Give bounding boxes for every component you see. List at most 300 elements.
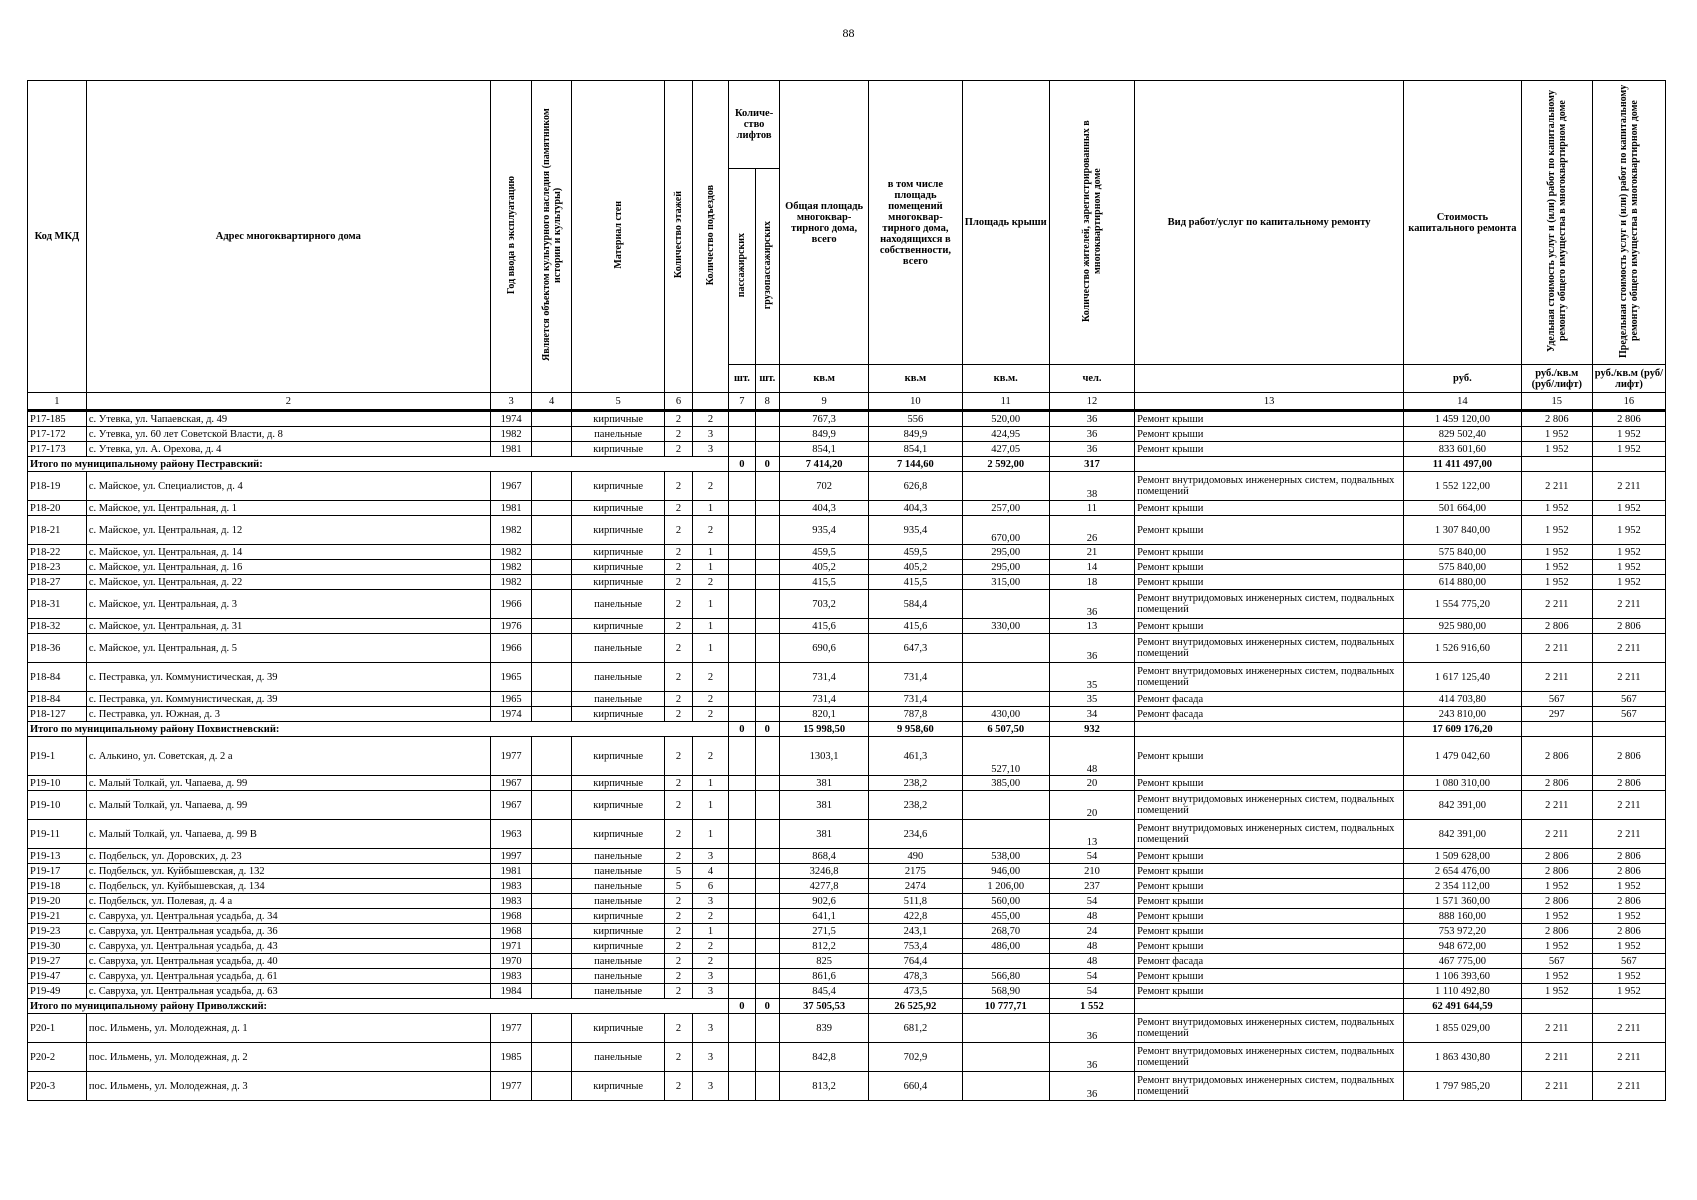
- lifts-cargo-cell: [755, 776, 779, 791]
- roof-area-cell: 568,90: [962, 984, 1049, 999]
- table-row: [28, 820, 1666, 849]
- lifts-passenger-cell: [729, 692, 755, 707]
- wall-material-cell: кирпичные: [571, 1014, 664, 1043]
- heritage-cell: [532, 954, 572, 969]
- floors-cell: 2: [665, 663, 692, 692]
- total-unit-cost: [1521, 457, 1592, 472]
- year-cell: 1963: [490, 820, 532, 849]
- address-cell: с. Майское, ул. Центральная, д. 12: [86, 516, 490, 545]
- column-number: 8: [755, 393, 779, 411]
- work-type-cell: Ремонт фасада: [1135, 954, 1404, 969]
- entrances-cell: 2: [692, 692, 729, 707]
- wall-material-cell: кирпичные: [571, 575, 664, 590]
- floors-cell: 2: [665, 939, 692, 954]
- lifts-passenger-cell: [729, 1014, 755, 1043]
- lifts-passenger-cell: [729, 663, 755, 692]
- total-area-cell: 812,2: [779, 939, 868, 954]
- mkd-code: Р19-23: [28, 924, 87, 939]
- lifts-cargo-cell: [755, 737, 779, 776]
- roof-area-cell: 295,00: [962, 545, 1049, 560]
- cost-cell: 1 571 360,00: [1404, 894, 1522, 909]
- roof-area-cell: 315,00: [962, 575, 1049, 590]
- owned-area-cell: 556: [869, 411, 962, 427]
- unit-cost-cell: 1 952: [1521, 984, 1592, 999]
- total-lifts-cargo: 0: [755, 722, 779, 737]
- unit-cost-cell: 2 806: [1521, 737, 1592, 776]
- max-cost-cell: 2 211: [1592, 791, 1665, 820]
- cost-cell: 1 509 628,00: [1404, 849, 1522, 864]
- owned-area-cell: 753,4: [869, 939, 962, 954]
- table-row: [28, 776, 1666, 791]
- residents-cell: 24: [1049, 924, 1134, 939]
- unit-cost-cell: 1 952: [1521, 501, 1592, 516]
- total-area-cell: 405,2: [779, 560, 868, 575]
- mkd-code: Р19-20: [28, 894, 87, 909]
- table-row: [28, 1072, 1666, 1101]
- heritage-cell: [532, 590, 572, 619]
- wall-material-cell: кирпичные: [571, 619, 664, 634]
- residents-cell: 237: [1049, 879, 1134, 894]
- floors-cell: 2: [665, 707, 692, 722]
- wall-material-cell: панельные: [571, 1043, 664, 1072]
- roof-area-cell: 1 206,00: [962, 879, 1049, 894]
- unit-cost-cell: 567: [1521, 954, 1592, 969]
- address-cell: с. Майское, ул. Центральная, д. 1: [86, 501, 490, 516]
- unit-cost-cell: 2 211: [1521, 472, 1592, 501]
- lifts-cargo-cell: [755, 791, 779, 820]
- residents-cell: 14: [1049, 560, 1134, 575]
- wall-material-cell: панельные: [571, 590, 664, 619]
- work-type-cell: Ремонт крыши: [1135, 776, 1404, 791]
- cost-cell: 243 810,00: [1404, 707, 1522, 722]
- floors-cell: 2: [665, 737, 692, 776]
- max-cost-cell: 2 211: [1592, 590, 1665, 619]
- work-type-cell: Ремонт крыши: [1135, 442, 1404, 457]
- lifts-cargo-cell: [755, 1072, 779, 1101]
- lifts-passenger-cell: [729, 849, 755, 864]
- unit-cost-cell: 2 211: [1521, 820, 1592, 849]
- work-type-cell: Ремонт фасада: [1135, 707, 1404, 722]
- column-number: 3: [490, 393, 532, 411]
- owned-area-cell: 935,4: [869, 516, 962, 545]
- mkd-code: Р18-127: [28, 707, 87, 722]
- mkd-code: Р18-20: [28, 501, 87, 516]
- heritage-cell: [532, 427, 572, 442]
- roof-area-cell: 385,00: [962, 776, 1049, 791]
- work-type-cell: Ремонт крыши: [1135, 849, 1404, 864]
- year-cell: 1984: [490, 984, 532, 999]
- residents-cell: 21: [1049, 545, 1134, 560]
- roof-area-cell: [962, 663, 1049, 692]
- wall-material-cell: панельные: [571, 984, 664, 999]
- mkd-code: Р18-21: [28, 516, 87, 545]
- max-cost-cell: 1 952: [1592, 545, 1665, 560]
- table-row: [28, 1043, 1666, 1072]
- cost-cell: 1 106 393,60: [1404, 969, 1522, 984]
- cost-cell: 1 080 310,00: [1404, 776, 1522, 791]
- unit-cost-cell: 1 952: [1521, 427, 1592, 442]
- unit-cost-cell: 1 952: [1521, 516, 1592, 545]
- year-cell: 1967: [490, 472, 532, 501]
- residents-cell: 36: [1049, 1072, 1134, 1101]
- header-lifts-passenger: пассажирских: [729, 169, 755, 365]
- wall-material-cell: кирпичные: [571, 737, 664, 776]
- table-row: [28, 472, 1666, 501]
- max-cost-cell: 2 806: [1592, 619, 1665, 634]
- wall-material-cell: кирпичные: [571, 820, 664, 849]
- heritage-cell: [532, 909, 572, 924]
- cost-cell: 575 840,00: [1404, 560, 1522, 575]
- work-type-cell: Ремонт крыши: [1135, 879, 1404, 894]
- lifts-passenger-cell: [729, 619, 755, 634]
- total-area-cell: 415,5: [779, 575, 868, 590]
- lifts-cargo-cell: [755, 864, 779, 879]
- floors-cell: 2: [665, 575, 692, 590]
- wall-material-cell: кирпичные: [571, 707, 664, 722]
- address-cell: с. Майское, ул. Специалистов, д. 4: [86, 472, 490, 501]
- header-unit-cost: Удельная стоимость услуг и (или) работ по капитальному ремонту общего имущества в многоквартирном доме: [1521, 81, 1592, 365]
- column-number: 4: [532, 393, 572, 411]
- work-type-cell: Ремонт крыши: [1135, 545, 1404, 560]
- lifts-cargo-cell: [755, 924, 779, 939]
- total-max-cost: [1592, 457, 1665, 472]
- year-cell: 1983: [490, 894, 532, 909]
- lifts-cargo-cell: [755, 516, 779, 545]
- header-residents: Количество жителей, зарегистрированных в многоквартирном доме: [1049, 81, 1134, 365]
- residents-cell: 54: [1049, 969, 1134, 984]
- total-owned-area-sum: 26 525,92: [869, 999, 962, 1014]
- unit-cost-cell: 1 952: [1521, 545, 1592, 560]
- total-residents-sum: 317: [1049, 457, 1134, 472]
- total-label: Итого по муниципальному району Похвистневский:: [28, 722, 729, 737]
- total-residents-sum: 932: [1049, 722, 1134, 737]
- owned-area-cell: 490: [869, 849, 962, 864]
- lifts-cargo-cell: [755, 442, 779, 457]
- max-cost-cell: 1 952: [1592, 969, 1665, 984]
- total-cost-sum: 62 491 644,59: [1404, 999, 1522, 1014]
- unit-cost-cell: 2 211: [1521, 791, 1592, 820]
- year-cell: 1974: [490, 411, 532, 427]
- mkd-code: Р18-32: [28, 619, 87, 634]
- mkd-code: Р19-18: [28, 879, 87, 894]
- unit-cost-cell: 567: [1521, 692, 1592, 707]
- year-cell: 1983: [490, 969, 532, 984]
- table-row: [28, 879, 1666, 894]
- mkd-code: Р18-22: [28, 545, 87, 560]
- column-number: 16: [1592, 393, 1665, 411]
- column-number: 9: [779, 393, 868, 411]
- mkd-code: Р19-17: [28, 864, 87, 879]
- roof-area-cell: [962, 590, 1049, 619]
- unit-owned-area: кв.м: [869, 365, 962, 393]
- total-area-cell: 4277,8: [779, 879, 868, 894]
- residents-cell: 36: [1049, 442, 1134, 457]
- total-roof-area-sum: 6 507,50: [962, 722, 1049, 737]
- year-cell: 1977: [490, 1072, 532, 1101]
- unit-cost-cell: 2 211: [1521, 1014, 1592, 1043]
- cost-cell: 2 354 112,00: [1404, 879, 1522, 894]
- entrances-cell: 3: [692, 1043, 729, 1072]
- owned-area-cell: 660,4: [869, 1072, 962, 1101]
- entrances-cell: 2: [692, 663, 729, 692]
- owned-area-cell: 2175: [869, 864, 962, 879]
- total-area-cell: 854,1: [779, 442, 868, 457]
- floors-cell: 2: [665, 984, 692, 999]
- total-area-cell: 902,6: [779, 894, 868, 909]
- roof-area-cell: [962, 820, 1049, 849]
- work-type-cell: Ремонт фасада: [1135, 692, 1404, 707]
- owned-area-cell: 405,2: [869, 560, 962, 575]
- owned-area-cell: 787,8: [869, 707, 962, 722]
- total-area-cell: 271,5: [779, 924, 868, 939]
- unit-lifts-cargo: шт.: [755, 365, 779, 393]
- max-cost-cell: 567: [1592, 954, 1665, 969]
- work-type-cell: Ремонт крыши: [1135, 575, 1404, 590]
- lifts-cargo-cell: [755, 1043, 779, 1072]
- owned-area-cell: 2474: [869, 879, 962, 894]
- total-unit-cost: [1521, 999, 1592, 1014]
- owned-area-cell: 854,1: [869, 442, 962, 457]
- heritage-cell: [532, 663, 572, 692]
- entrances-cell: 2: [692, 411, 729, 427]
- work-type-cell: Ремонт крыши: [1135, 411, 1404, 427]
- total-cost-sum: 11 411 497,00: [1404, 457, 1522, 472]
- mkd-code: Р19-47: [28, 969, 87, 984]
- owned-area-cell: 473,5: [869, 984, 962, 999]
- lifts-cargo-cell: [755, 820, 779, 849]
- owned-area-cell: 511,8: [869, 894, 962, 909]
- lifts-passenger-cell: [729, 737, 755, 776]
- total-area-cell: 825: [779, 954, 868, 969]
- roof-area-cell: [962, 954, 1049, 969]
- total-area-cell: 404,3: [779, 501, 868, 516]
- lifts-cargo-cell: [755, 427, 779, 442]
- lifts-cargo-cell: [755, 894, 779, 909]
- district-total-row: [28, 457, 1666, 472]
- header-floors: Количество этажей: [665, 81, 692, 393]
- address-cell: с. Майское, ул. Центральная, д. 14: [86, 545, 490, 560]
- address-cell: с. Подбельск, ул. Доровских, д. 23: [86, 849, 490, 864]
- lifts-cargo-cell: [755, 545, 779, 560]
- lifts-cargo-cell: [755, 969, 779, 984]
- header-work-type: Вид работ/услуг по капитальному ремонту: [1135, 81, 1404, 365]
- wall-material-cell: кирпичные: [571, 909, 664, 924]
- wall-material-cell: кирпичные: [571, 516, 664, 545]
- total-area-cell: 641,1: [779, 909, 868, 924]
- total-owned-area-sum: 7 144,60: [869, 457, 962, 472]
- table-row: [28, 619, 1666, 634]
- heritage-cell: [532, 619, 572, 634]
- total-area-cell: 690,6: [779, 634, 868, 663]
- mkd-code: Р20-2: [28, 1043, 87, 1072]
- owned-area-cell: 731,4: [869, 663, 962, 692]
- max-cost-cell: 567: [1592, 692, 1665, 707]
- roof-area-cell: 330,00: [962, 619, 1049, 634]
- heritage-cell: [532, 776, 572, 791]
- table-row: [28, 575, 1666, 590]
- header-owned-area: в том числе площадь помещений многоквар-тирного дома, находящихся в собственности, всего: [869, 81, 962, 365]
- address-cell: с. Майское, ул. Центральная, д. 5: [86, 634, 490, 663]
- heritage-cell: [532, 939, 572, 954]
- total-residents-sum: 1 552: [1049, 999, 1134, 1014]
- roof-area-cell: 520,00: [962, 411, 1049, 427]
- total-roof-area-sum: 10 777,71: [962, 999, 1049, 1014]
- address-cell: с. Савруха, ул. Центральная усадьба, д. 36: [86, 924, 490, 939]
- roof-area-cell: 424,95: [962, 427, 1049, 442]
- wall-material-cell: панельные: [571, 879, 664, 894]
- floors-cell: 2: [665, 1014, 692, 1043]
- owned-area-cell: 415,5: [869, 575, 962, 590]
- owned-area-cell: 478,3: [869, 969, 962, 984]
- address-cell: с. Малый Толкай, ул. Чапаева, д. 99: [86, 776, 490, 791]
- table-row: [28, 939, 1666, 954]
- residents-cell: 36: [1049, 1043, 1134, 1072]
- total-area-cell: 731,4: [779, 663, 868, 692]
- work-type-cell: Ремонт внутридомовых инженерных систем, подвальных помещений: [1135, 791, 1404, 820]
- total-lifts-passenger: 0: [729, 722, 755, 737]
- roof-area-cell: 295,00: [962, 560, 1049, 575]
- mkd-code: Р19-13: [28, 849, 87, 864]
- unit-cost-cell: 297: [1521, 707, 1592, 722]
- total-area-cell: 459,5: [779, 545, 868, 560]
- lifts-passenger-cell: [729, 427, 755, 442]
- lifts-passenger-cell: [729, 909, 755, 924]
- lifts-cargo-cell: [755, 575, 779, 590]
- entrances-cell: 3: [692, 984, 729, 999]
- total-work-type: [1135, 722, 1404, 737]
- max-cost-cell: 1 952: [1592, 909, 1665, 924]
- wall-material-cell: панельные: [571, 849, 664, 864]
- total-area-cell: 849,9: [779, 427, 868, 442]
- entrances-cell: 2: [692, 737, 729, 776]
- mkd-code: Р18-84: [28, 663, 87, 692]
- wall-material-cell: кирпичные: [571, 472, 664, 501]
- total-area-cell: 702: [779, 472, 868, 501]
- header-roof-area: Площадь крыши: [962, 81, 1049, 365]
- work-type-cell: Ремонт крыши: [1135, 984, 1404, 999]
- address-cell: с. Пестравка, ул. Коммунистическая, д. 39: [86, 663, 490, 692]
- mkd-code: Р19-49: [28, 984, 87, 999]
- total-area-cell: 381: [779, 820, 868, 849]
- residents-cell: 48: [1049, 939, 1134, 954]
- mkd-code: Р19-10: [28, 791, 87, 820]
- cost-cell: 1 307 840,00: [1404, 516, 1522, 545]
- unit-cost-cell: 1 952: [1521, 909, 1592, 924]
- year-cell: 1981: [490, 864, 532, 879]
- lifts-cargo-cell: [755, 663, 779, 692]
- work-type-cell: Ремонт внутридомовых инженерных систем, подвальных помещений: [1135, 1072, 1404, 1101]
- lifts-cargo-cell: [755, 954, 779, 969]
- max-cost-cell: 2 806: [1592, 737, 1665, 776]
- unit-cost-cell: 2 806: [1521, 776, 1592, 791]
- work-type-cell: Ремонт крыши: [1135, 924, 1404, 939]
- lifts-cargo-cell: [755, 939, 779, 954]
- address-cell: с. Малый Толкай, ул. Чапаева, д. 99: [86, 791, 490, 820]
- mkd-code: Р17-185: [28, 411, 87, 427]
- year-cell: 1967: [490, 776, 532, 791]
- heritage-cell: [532, 545, 572, 560]
- heritage-cell: [532, 984, 572, 999]
- column-number-row: [28, 393, 1666, 411]
- heritage-cell: [532, 820, 572, 849]
- floors-cell: 2: [665, 472, 692, 501]
- floors-cell: 2: [665, 1072, 692, 1101]
- max-cost-cell: 2 806: [1592, 894, 1665, 909]
- floors-cell: 2: [665, 619, 692, 634]
- max-cost-cell: 567: [1592, 707, 1665, 722]
- year-cell: 1997: [490, 849, 532, 864]
- header-max-cost: Предельная стоимость услуг и (или) работ по капитальному ремонту общего имущества в многоквартирном доме: [1592, 81, 1665, 365]
- max-cost-cell: 1 952: [1592, 560, 1665, 575]
- lifts-passenger-cell: [729, 411, 755, 427]
- owned-area-cell: 234,6: [869, 820, 962, 849]
- total-area-cell: 839: [779, 1014, 868, 1043]
- wall-material-cell: панельные: [571, 663, 664, 692]
- residents-cell: 35: [1049, 692, 1134, 707]
- column-number: 1: [28, 393, 87, 411]
- total-area-cell: 820,1: [779, 707, 868, 722]
- lifts-passenger-cell: [729, 791, 755, 820]
- max-cost-cell: 1 952: [1592, 939, 1665, 954]
- cost-cell: 1 863 430,80: [1404, 1043, 1522, 1072]
- owned-area-cell: 461,3: [869, 737, 962, 776]
- table-row: [28, 545, 1666, 560]
- year-cell: 1977: [490, 737, 532, 776]
- wall-material-cell: панельные: [571, 864, 664, 879]
- unit-cost-cell: 2 806: [1521, 924, 1592, 939]
- max-cost-cell: 2 806: [1592, 924, 1665, 939]
- address-cell: с. Подбельск, ул. Куйбышевская, д. 134: [86, 879, 490, 894]
- entrances-cell: 2: [692, 954, 729, 969]
- year-cell: 1983: [490, 879, 532, 894]
- heritage-cell: [532, 1072, 572, 1101]
- entrances-cell: 1: [692, 791, 729, 820]
- cost-cell: 833 601,60: [1404, 442, 1522, 457]
- floors-cell: 5: [665, 879, 692, 894]
- page-number: 88: [842, 26, 855, 40]
- work-type-cell: Ремонт крыши: [1135, 427, 1404, 442]
- header-entrances: Количество подъездов: [692, 81, 729, 393]
- residents-cell: 54: [1049, 894, 1134, 909]
- lifts-passenger-cell: [729, 954, 755, 969]
- year-cell: 1982: [490, 516, 532, 545]
- mkd-code: Р18-36: [28, 634, 87, 663]
- cost-cell: 1 459 120,00: [1404, 411, 1522, 427]
- wall-material-cell: кирпичные: [571, 776, 664, 791]
- mkd-code: Р20-3: [28, 1072, 87, 1101]
- wall-material-cell: панельные: [571, 969, 664, 984]
- address-cell: с. Пестравка, ул. Коммунистическая, д. 39: [86, 692, 490, 707]
- floors-cell: 2: [665, 560, 692, 575]
- address-cell: пос. Ильмень, ул. Молодежная, д. 2: [86, 1043, 490, 1072]
- mkd-code: Р19-27: [28, 954, 87, 969]
- total-area-cell: 731,4: [779, 692, 868, 707]
- floors-cell: 2: [665, 924, 692, 939]
- cost-cell: 1 526 916,60: [1404, 634, 1522, 663]
- floors-cell: 2: [665, 849, 692, 864]
- table-row: [28, 984, 1666, 999]
- roof-area-cell: 946,00: [962, 864, 1049, 879]
- wall-material-cell: кирпичные: [571, 939, 664, 954]
- lifts-passenger-cell: [729, 820, 755, 849]
- total-unit-cost: [1521, 722, 1592, 737]
- work-type-cell: Ремонт крыши: [1135, 501, 1404, 516]
- unit-work-type: [1135, 365, 1404, 393]
- heritage-cell: [532, 1043, 572, 1072]
- total-area-cell: 842,8: [779, 1043, 868, 1072]
- year-cell: 1965: [490, 692, 532, 707]
- year-cell: 1982: [490, 575, 532, 590]
